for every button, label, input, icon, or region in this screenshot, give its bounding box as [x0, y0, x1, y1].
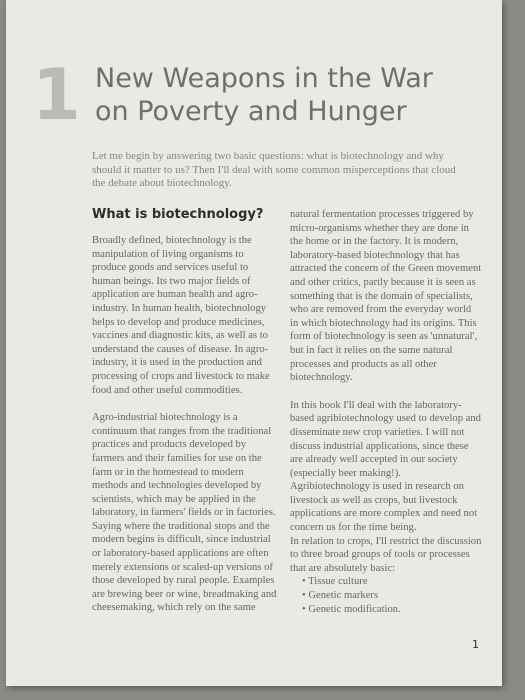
chapter-title-line-2: on Poverty and Hunger [95, 96, 407, 127]
page-number: 1 [472, 638, 479, 651]
section-heading: What is biotechnology? [92, 207, 264, 222]
right-paragraph-2: In this book I'll deal with the laboratory-based agribiotechnology used to develop and disseminate new crop varieties. I will not discuss industrial applications, since these are already well accepted in our society (especially beer making!). Agribiotechnology is used in research on livestock as well as crops, but livestock applications are more complex and need not concern us for the time being. [290, 399, 481, 534]
list-item: • Genetic modification. [302, 603, 482, 617]
book-page [6, 0, 502, 686]
right-column [290, 208, 482, 616]
right-paragraph-3: In relation to crops, I'll restrict the discussion to three broad groups of tools or processes that are absolutely basic: [290, 535, 482, 574]
left-paragraph-2: Agro-industrial biotechnology is a continuum that ranges from the traditional practices and products developed by farmers and their families for use on the farm or in the homestead to modern methods and technologies developed by scientists, which may be applied in the laboratory, in farmers' fields or in factories. Saying where the traditional stops and the modern begins is difficult, since industrial or laboratory-based applications are often merely extensions or scaled-up versions of those developed by rural people. Examples are brewing beer or wine, breadmaking and cheesemaking, which rely on the same [92, 412, 277, 614]
chapter-title-line-1: New Weapons in the War [95, 63, 433, 94]
list-item: • Tissue culture [302, 575, 482, 589]
left-column [92, 234, 278, 615]
bullet-list [290, 575, 482, 616]
chapter-intro: Let me begin by answering two basic questions: what is biotechnology and why should it matter to us? Then I'll deal with some common misperceptions that cloud the debate about biotechnology. [92, 150, 456, 189]
chapter-title [95, 62, 475, 128]
right-paragraph-1: natural fermentation processes triggered by micro-organisms whether they are done in the home or in the factory. It is modern, laboratory-based biotechnology that has attracted the concern of the Green movement and other critics, partly because it is seen as something that is the domain of specialists, who are removed from the everyday world in which biotechnology had its origins. This form of biotechnology is seen as 'unnatural', but in fact it relies on the same natural processes and products as all other biotechnology. [290, 209, 482, 384]
left-paragraph-1: Broadly defined, biotechnology is the manipulation of living organisms to produce goods and services useful to human beings. Its two major fields of application are human health and agro-industry. In human health, biotechnology helps to develop and produce medicines, vaccines and diagnostic kits, as well as to understand the causes of disease. In agro-industry, it is used in the production and processing of crops and livestock to make food and other useful commodities. [92, 235, 270, 396]
list-item: • Genetic markers [302, 589, 482, 603]
chapter-number: 1 [32, 54, 81, 136]
